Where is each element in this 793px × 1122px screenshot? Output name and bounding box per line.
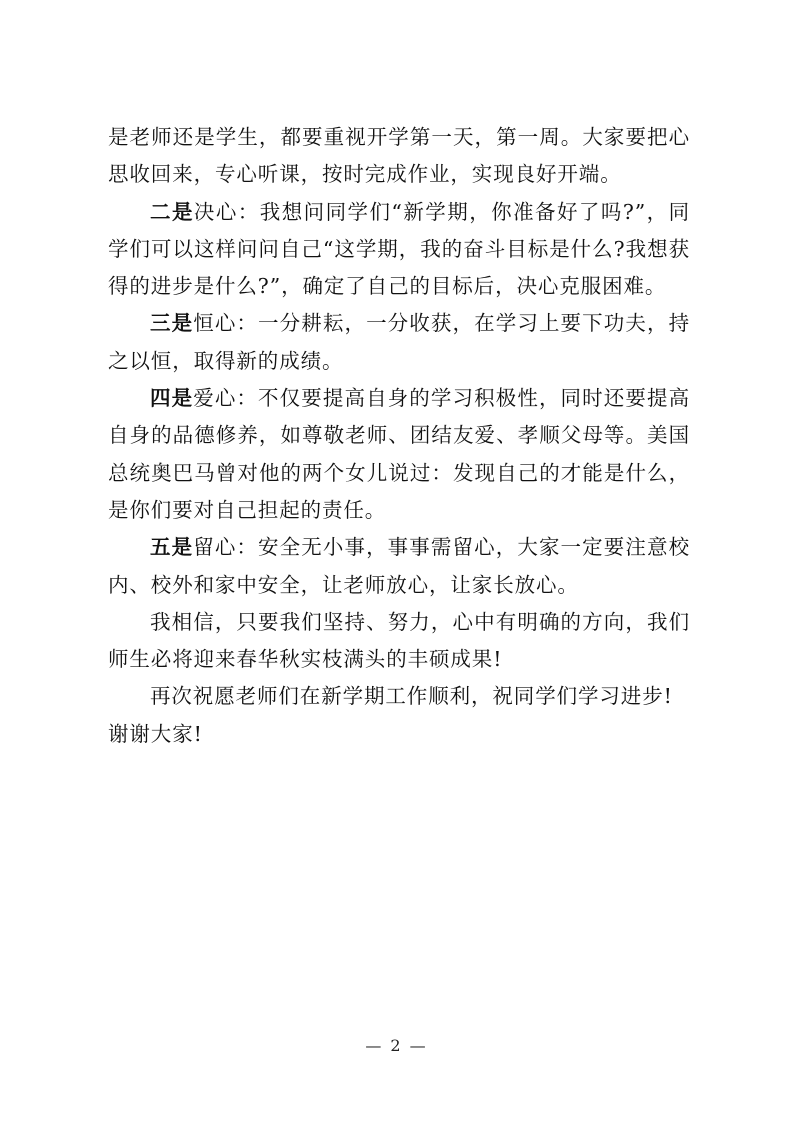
paragraph-7 [108, 678, 690, 715]
paragraph-lead: 四是 [150, 386, 194, 411]
paragraph-text: 恒心：一分耕耘，一分收获，在学习上要下功夫，持之以恒，取得新的成绩。 [108, 311, 690, 373]
paragraph-text: 决心：我想问同学们“新学期，你准备好了吗?”，同学们可以这样问问自己“这学期，我的奋斗目标是什么?我想获得的进步是什么?”，确定了自己的目标后，决心克服困难。 [108, 199, 690, 299]
paragraph-text: 爱心：不仅要提高自身的学习积极性，同时还要提高自身的品德修养，如尊敬老师、团结友爱、孝顺父母等。美国总统奥巴马曾对他的两个女儿说过：发现自己的才能是什么，是你们要对自己担起的责任。 [108, 386, 690, 522]
paragraph-4 [108, 380, 690, 529]
document-body [108, 119, 690, 753]
paragraph-8 [108, 716, 690, 753]
paragraph-lead: 三是 [150, 311, 194, 336]
paragraph-text: 谢谢大家! [108, 721, 203, 746]
paragraph-6 [108, 604, 690, 679]
paragraph-text: 是老师还是学生，都要重视开学第一天，第一周。大家要把心思收回来，专心听课，按时完成作业，实现良好开端。 [108, 125, 690, 187]
paragraph-2 [108, 194, 690, 306]
paragraph-3 [108, 305, 690, 380]
page-number: — 2 — [365, 1036, 428, 1055]
paragraph-lead: 五是 [150, 535, 194, 560]
paragraph-text: 我相信，只要我们坚持、努力，心中有明确的方向，我们师生必将迎来春华秋实枝满头的丰硕成果! [108, 609, 690, 672]
paragraph-lead: 二是 [150, 199, 194, 224]
paragraph-text: 再次祝愿老师们在新学期工作顺利，祝同学们学习进步! [150, 684, 673, 709]
paragraph-5 [108, 529, 690, 604]
paragraph-1 [108, 119, 690, 194]
paragraph-text: 留心：安全无小事，事事需留心，大家一定要注意校内、校外和家中安全，让老师放心，让家长放心。 [108, 535, 690, 597]
